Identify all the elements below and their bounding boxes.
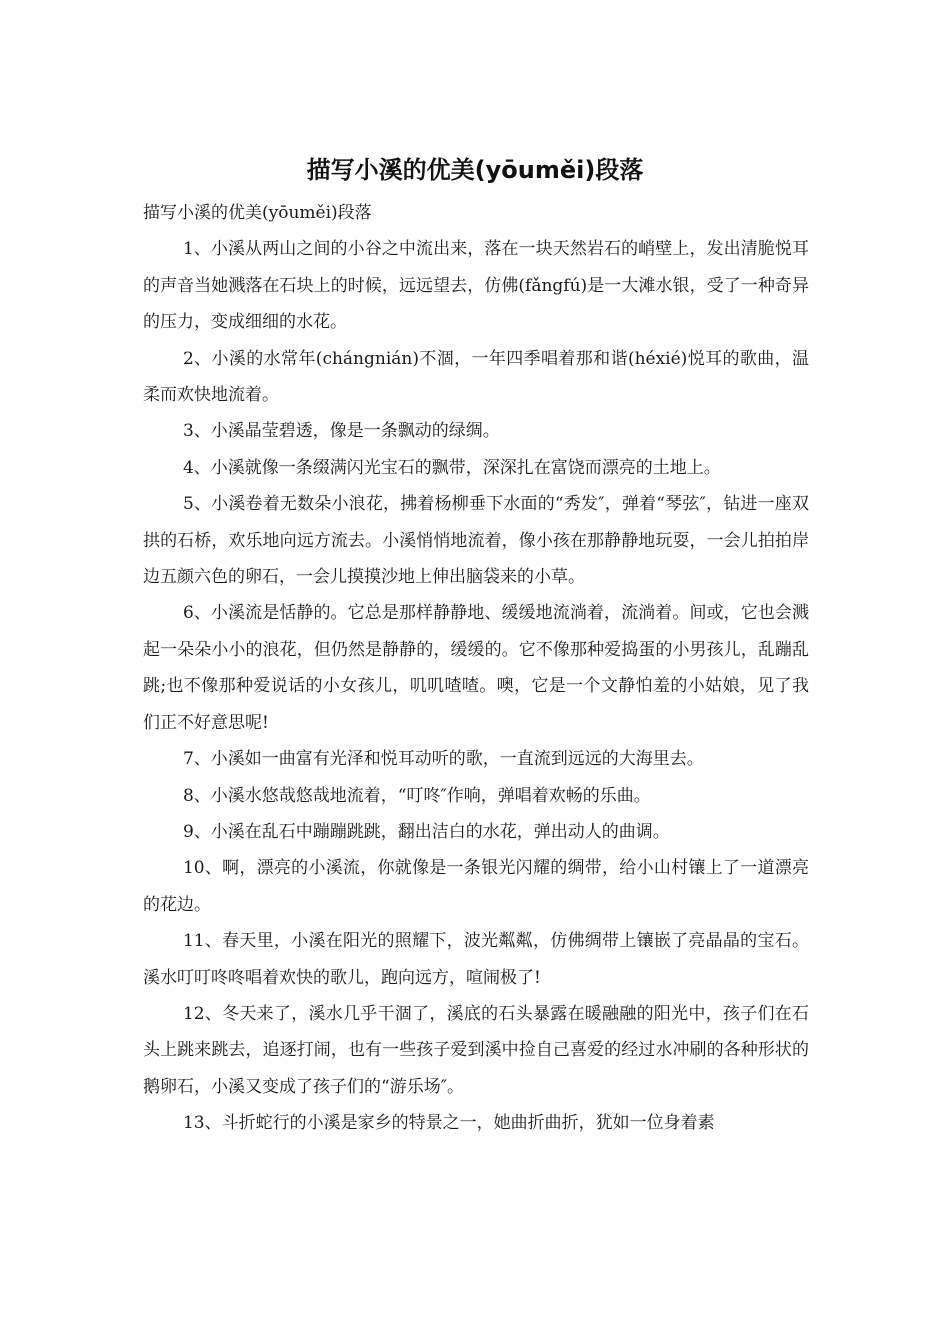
- paragraph-8: 8、小溪水悠哉悠哉地流着，“叮咚″作响，弹唱着欢畅的乐曲。: [182, 785, 651, 806]
- paragraph-9: 9、小溪在乱石中蹦蹦跳跳，翻出洁白的水花，弹出动人的曲调。: [182, 821, 670, 842]
- paragraph-4: 4、小溪就像一条缀满闪光宝石的飘带，深深扎在富饶而漂亮的土地上。: [182, 457, 721, 478]
- paragraph-3: 3、小溪晶莹碧透，像是一条飘动的绿绸。: [182, 421, 500, 442]
- subtitle-line: 描写小溪的优美(yōuměi)段落: [143, 203, 372, 223]
- page-title: 描写小溪的优美(yōuměi)段落: [306, 156, 644, 184]
- paragraph-11: 11、春天里，小溪在阳光的照耀下，波光粼粼，仿佛绸带上镶嵌了亮晶晶的宝石。溪水叮叮咚咚唱着欢快的歌儿，跑向远方，喧闹极了!: [143, 931, 809, 988]
- paragraph-2: 2、小溪的水常年(chángnián)不涸，一年四季唱着那和谐(héxié)悦耳的歌曲，温柔而欢快地流着。: [143, 348, 809, 406]
- paragraph-13: 13、斗折蛇行的小溪是家乡的特景之一，她曲折曲折，犹如一位身着素: [182, 1113, 715, 1134]
- paragraph-10: 10、啊，漂亮的小溪流，你就像是一条银光闪耀的绸带，给小山村镶上了一道漂亮的花边。: [143, 858, 809, 915]
- paragraph-7: 7、小溪如一曲富有光泽和悦耳动听的歌，一直流到远远的大海里去。: [182, 749, 704, 770]
- paragraph-1: 1、小溪从两山之间的小谷之中流出来，落在一块天然岩石的峭壁上，发出清脆悦耳的声音当她溅落在石块上的时候，远远望去，仿佛(fǎngfú)是一大滩水银，受了一种奇异的压力，变成细细的水花。: [143, 239, 809, 333]
- document-body: [143, 195, 809, 1142]
- paragraph-6: 6、小溪流是恬静的。它总是那样静静地、缓缓地流淌着，流淌着。间或，它也会溅起一朵朵小小的浪花，但仍然是静静的，缓缓的。它不像那种爱捣蛋的小男孩儿，乱蹦乱跳;也不像那种爱说话的小女孩儿，叽叽喳喳。噢，它是一个文静怕羞的小姑娘，见了我们正不好意思呢!: [143, 603, 809, 733]
- paragraph-12: 12、冬天来了，溪水几乎干涸了，溪底的石头暴露在暖融融的阳光中，孩子们在石头上跳来跳去，追逐打闹，也有一些孩子爱到溪中捡自己喜爱的经过水冲刷的各种形状的鹅卵石，小溪又变成了孩子们的“游乐场″。: [143, 1003, 809, 1097]
- paragraph-5: 5、小溪卷着无数朵小浪花，拂着杨柳垂下水面的“秀发″，弹着“琴弦″，钻进一座双拱的石桥，欢乐地向远方流去。小溪悄悄地流着，像小孩在那静静地玩耍，一会儿拍拍岸边五颜六色的卵石，一会儿摸摸沙地上伸出脑袋来的小草。: [143, 494, 809, 588]
